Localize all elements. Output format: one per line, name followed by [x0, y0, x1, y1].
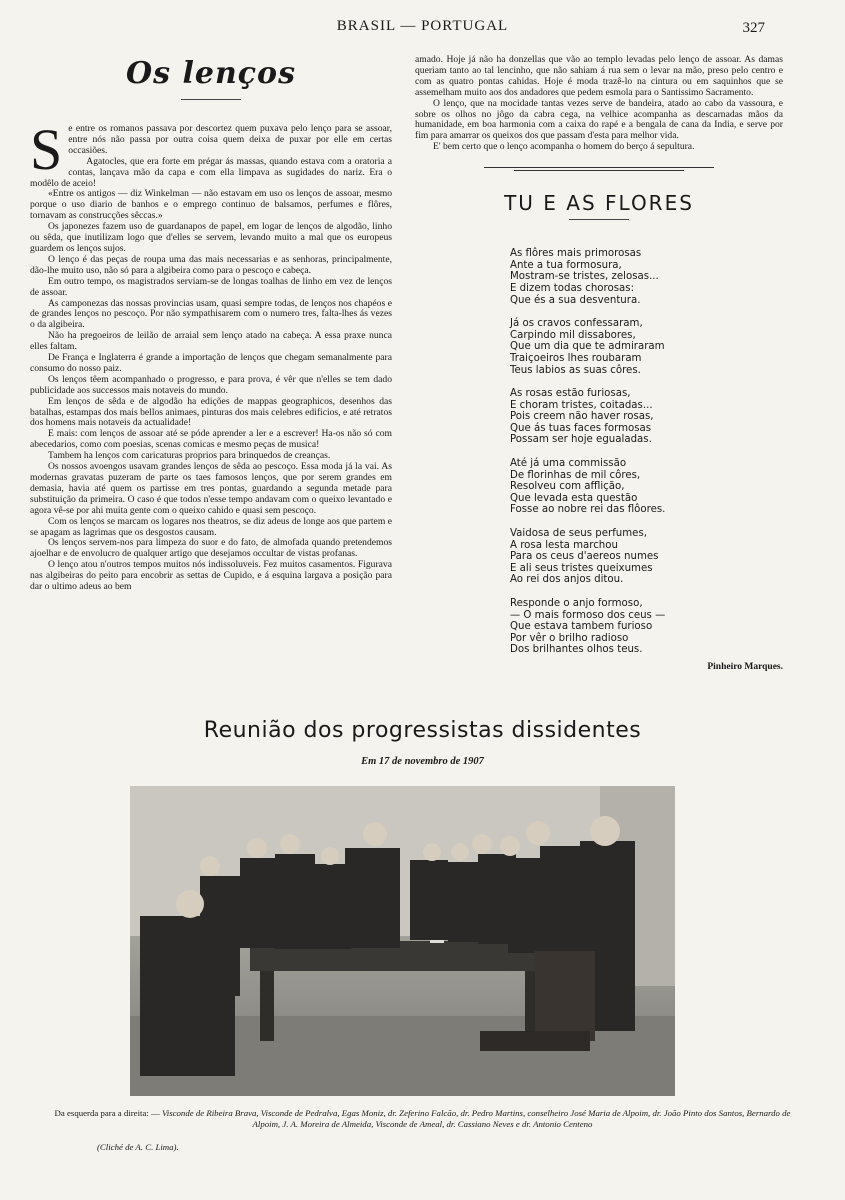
poem-title-rule	[569, 219, 629, 220]
running-header: BRASIL — PORTUGAL	[336, 18, 509, 34]
group-photo-illustration	[130, 786, 675, 1096]
photo-credit: (Cliché de A. C. Lima).	[97, 1142, 179, 1152]
poem-title: TU E AS FLORES	[504, 191, 694, 216]
article-paragraph: amado. Hoje já não ha donzellas que vão ao templo levadas pelo lenço de assoar. As damas queriam tanto ao tal lencinho, que não sahiam á rua sem o levar na mão, preso pelo centro e com as quatro pontas cahidas. Hoje é moda trazê-lo na cintura ou em saquinhos que se assemelham muito aos dos andadores que pedem esmola para o Santissimo Sacramento.	[415, 54, 783, 98]
poem-stanza: Responde o anjo formoso, — O mais formoso dos ceus — Que estava tambem furioso Por vêr o brilho radioso Dos brilhantes olhos teus.	[510, 598, 666, 656]
section-divider	[484, 167, 714, 171]
article-title: Os lenços	[126, 56, 296, 91]
poem-stanza: As rosas estão furiosas, E choram tristes, coitadas... Pois creem não haver rosas, Que ás tuas faces formosas Possam ser hoje egualadas.	[510, 388, 654, 446]
photo-caption	[40, 1108, 805, 1129]
right-column	[415, 55, 783, 674]
poem-stanza: Já os cravos confessaram, Carpindo mil dissabores, Que um dia que te admiraram Traiçoeiros lhes roubaram Teus labios as suas côres.	[510, 318, 665, 376]
article-paragraph: E mais: com lenços de assoar até se póde aprender a ler e a escrever! Ha-os não só com abecedarios, como com poesias, scenas comicas e mesmo peças de musica!	[30, 428, 392, 451]
article-paragraph: Os lenços têem acompanhado o progresso, e para prova, é vêr que n'elles se tem dado publicidade aos successos mais notaveis do mundo.	[30, 373, 392, 396]
article-paragraph: Os nossos avoengos usavam grandes lenços de sêda ao pescoço. Essa moda já la vai. As modernas gravatas puzeram de parte os taes famosos lenços, que por serem grandes em demasia, havia até quem os partisse em tres pontas, guardando a segunda metade para substituição da primeira. O caso é que todos n'esse tempo andavam com o queixo levantado e agora vê-se por ahi muita gente com o queixo cahido e quasi sem pescoço.	[30, 461, 392, 516]
article-paragraph: «Entre os antigos — diz Winkelman — não estavam em uso os lenços de assoar, mesmo porque o uso diario de banhos e o emprego continuo de balsamos, perfumes e flôres, tornavam as construcções sêccas.»	[30, 188, 392, 222]
photo-section-title: Reunião dos progressistas dissidentes	[203, 718, 642, 743]
article-paragraph: Os japonezes fazem uso de guardanapos de papel, em logar de lenços de algodão, linho ou sêda, que inutilizam logo que d'elles se servem, levando muito a mal que os europeus guardem os lenços sujos.	[30, 221, 392, 254]
poem-body	[510, 248, 783, 673]
article-lencos	[30, 56, 392, 593]
article-body	[30, 117, 392, 593]
article-paragraph: As camponezas das nossas provincias usam, quasi sempre todas, de lenços nos chapéos e de grandes lenços no pescoço. Por não sympathisarem com o numero tres, falta-lhes ás vezes o da algibeira.	[30, 297, 392, 331]
drop-cap: S	[30, 117, 63, 182]
title-rule	[181, 99, 241, 100]
article-continuation	[415, 55, 783, 153]
article-paragraph: O lenço atou n'outros tempos muitos nós indissoluveis. Fez muitos casamentos. Figurava nas algibeiras do peito para encobrir as settas de Cupido, e á esquina largava a posição para dar o ultimo adeus ao bem	[30, 559, 392, 593]
article-paragraph: Em lenços de sêda e de algodão ha edições de mappas geographicos, desenhos das batalhas, estampas dos mais bellos animaes, pinturas dos mais celebres edificios, e até retratos dos homens mais notaveis da actualidade!	[30, 395, 392, 429]
poem-stanza: As flôres mais primorosas Ante a tua formosura, Mostram-se tristes, zelosas... E dizem todas chorosas: Que és a sua desventura.	[510, 248, 659, 306]
caption-intro: Da esquerda para a direita: —	[54, 1108, 160, 1118]
article-paragraph: Com os lenços se marcam os logares nos theatros, se diz adeus de longe aos que partem e se apagam as lagrimas que os desgostos causam.	[30, 515, 392, 538]
group-photograph	[130, 786, 675, 1096]
poem-stanza: Até já uma commissão De florinhas de mil côres, Resolveu com afflição, Que levada esta questão Fosse ao nobre rei das flôores.	[510, 458, 666, 516]
article-paragraph: E' bem certo que o lenço acompanha o homem do berço á sepultura.	[433, 141, 695, 153]
article-paragraph: Se entre os romanos passava por descortez quem puxava pelo lenço para se assoar, entre nós não passa por outra coisa quem deixa de puxar por elle em certas occasiões.	[30, 117, 392, 182]
article-paragraph: Os lenços servem-nos para limpeza do suor e do fato, de almofada quando pretendemos ajoelhar e de envolucro de qualquer artigo que desejamos occultar de vistas profanas.	[30, 537, 392, 560]
page-number: 327	[742, 20, 765, 36]
article-paragraph: Em outro tempo, os magistrados serviam-se de longas toalhas de linho em vez de lenços de assoar.	[30, 275, 392, 298]
poem-author: Pinheiro Marques.	[707, 661, 783, 672]
article-paragraph: De França e Inglaterra é grande a importação de lenços que chegam semanalmente para consumo do nosso paiz.	[30, 352, 392, 374]
poem-stanza: Vaidosa de seus perfumes, A rosa lesta marchou Para os ceus d'aereos numes E ali seus tristes queixumes Ao rei dos anjos ditou.	[510, 528, 659, 586]
article-paragraph: O lenço é das peças de roupa uma das mais necessarias e as senhoras, principalmente, dão-lhe muito uso, não só para a algibeira como para o pescoço e cabeça.	[30, 253, 392, 276]
article-paragraph: O lenço, que na mocidade tantas vezes serve de bandeira, atado ao cabo da vassoura, e sobre os olhos no jôgo da cabra cega, na velhice acompanha as descarnadas mãos da humanidade, em boa harmonia com a caixa do rapé e a bengala de cana da India, e serve por fim para amarrar os queixos dos que passam d'esta para melhor vida.	[415, 97, 783, 142]
caption-names: Visconde de Ribeira Brava, Visconde de Pedralva, Egas Moniz, dr. Zeferino Falcão, dr. Pedro Martins, conselheiro José Maria de Alpoim, dr. João Pinto dos Santos, Bernardo de Alpoim, J. A. Moreira de Almeida, Visconde de Ameal, dr. Cassiano Neves e dr. Antonio Centeno	[162, 1108, 791, 1129]
article-paragraph: Não ha pregoeiros de leilão de arraial sem lenço atado na cabeça. A essa praxe nunca elles faltam.	[30, 330, 392, 353]
photo-section-date: Em 17 de novembro de 1907	[361, 756, 484, 767]
article-paragraph: Agatocles, que era forte em prégar ás massas, quando estava com a oratoria a contas, lançava mão da capa e com ella limpava as sugidades do nariz. Era o modêlo de aceio!	[30, 155, 392, 189]
article-paragraph: Tambem ha lenços com caricaturas proprios para brinquedos de creanças.	[48, 450, 331, 462]
